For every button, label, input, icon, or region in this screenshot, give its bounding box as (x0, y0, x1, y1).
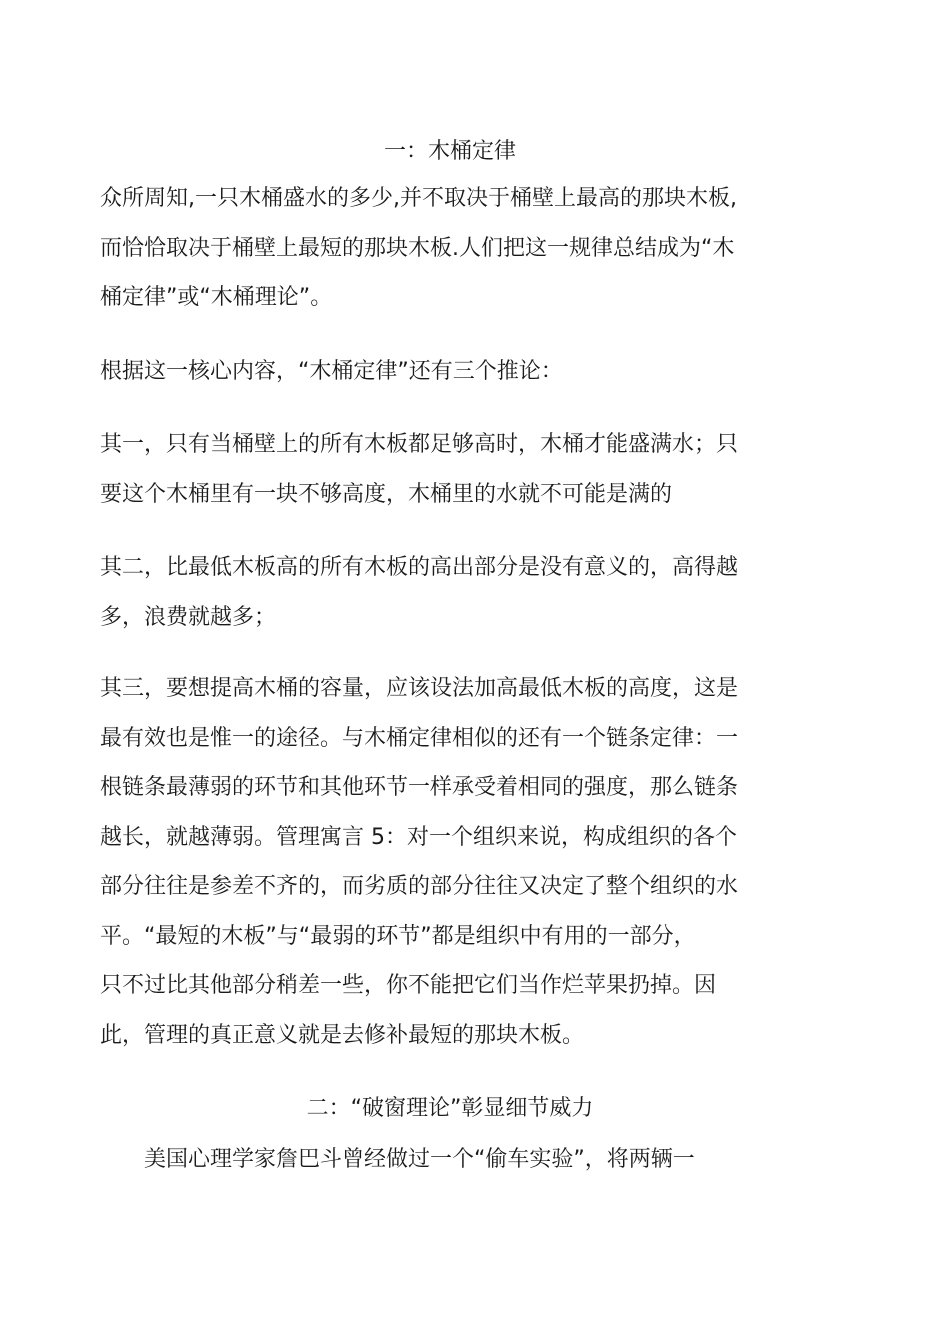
text-line: 最有效也是惟一的途径。与木桶定律相似的还有一个链条定律：一 (100, 725, 739, 751)
text-line: 只不过比其他部分稍差一些，你不能把它们当作烂苹果扔掉。因 (100, 973, 717, 998)
section-1-paragraph-4 (100, 543, 800, 642)
section-1-paragraph-5 (100, 664, 800, 1060)
text-line: 其二，比最低木板高的所有木板的高出部分是没有意义的，高得越 (100, 555, 739, 580)
section-1-paragraph-1 (100, 174, 800, 323)
text-line: 部分往往是参差不齐的，而劣质的部分往往又决定了整个组织的水 (100, 874, 739, 899)
section-2-paragraph-1 (100, 1135, 800, 1185)
text-line: 而恰恰取决于桶壁上最短的那块木板.人们把这一规律总结成为“木 (100, 235, 735, 261)
text-line: 根链条最薄弱的环节和其他环节一样承受着相同的强度，那么链条 (100, 775, 739, 800)
text-line: 其三，要想提高木桶的容量，应该设法加高最低木板的高度，这是 (100, 676, 739, 701)
text-line: 美国心理学家詹巴斗曾经做过一个“偷车实验”，将两辆一 (100, 1147, 695, 1172)
text-line: 要这个木桶里有一块不够高度，木桶里的水就不可能是满的 (100, 481, 673, 507)
text-line: 根据这一核心内容，“木桶定律”还有三个推论： (100, 359, 563, 384)
text-line: 其一，只有当桶壁上的所有木板都足够高时，木桶才能盛满水；只 (100, 432, 739, 457)
text-line: 众所周知,一只木桶盛水的多少,并不取决于桶壁上最高的那块木板, (100, 186, 737, 211)
text-line: 此，管理的真正意义就是去修补最短的那块木板。 (100, 1022, 585, 1048)
text-line: 平。“最短的木板”与“最弱的环节”都是组织中有用的一部分， (100, 923, 696, 949)
text-line: 桶定律”或“木桶理论”。 (100, 285, 333, 310)
text-line: 多，浪费就越多； (100, 604, 277, 630)
section-1-paragraph-3 (100, 420, 800, 519)
section-1-title: 一：木桶定律 (383, 139, 516, 164)
section-2-title: 二：“破窗理论”彰显细节威力 (306, 1096, 594, 1121)
text-line: 越长，就越薄弱。管理寓言 5：对一个组织来说，构成组织的各个 (100, 824, 737, 850)
section-1-paragraph-2 (100, 347, 800, 397)
